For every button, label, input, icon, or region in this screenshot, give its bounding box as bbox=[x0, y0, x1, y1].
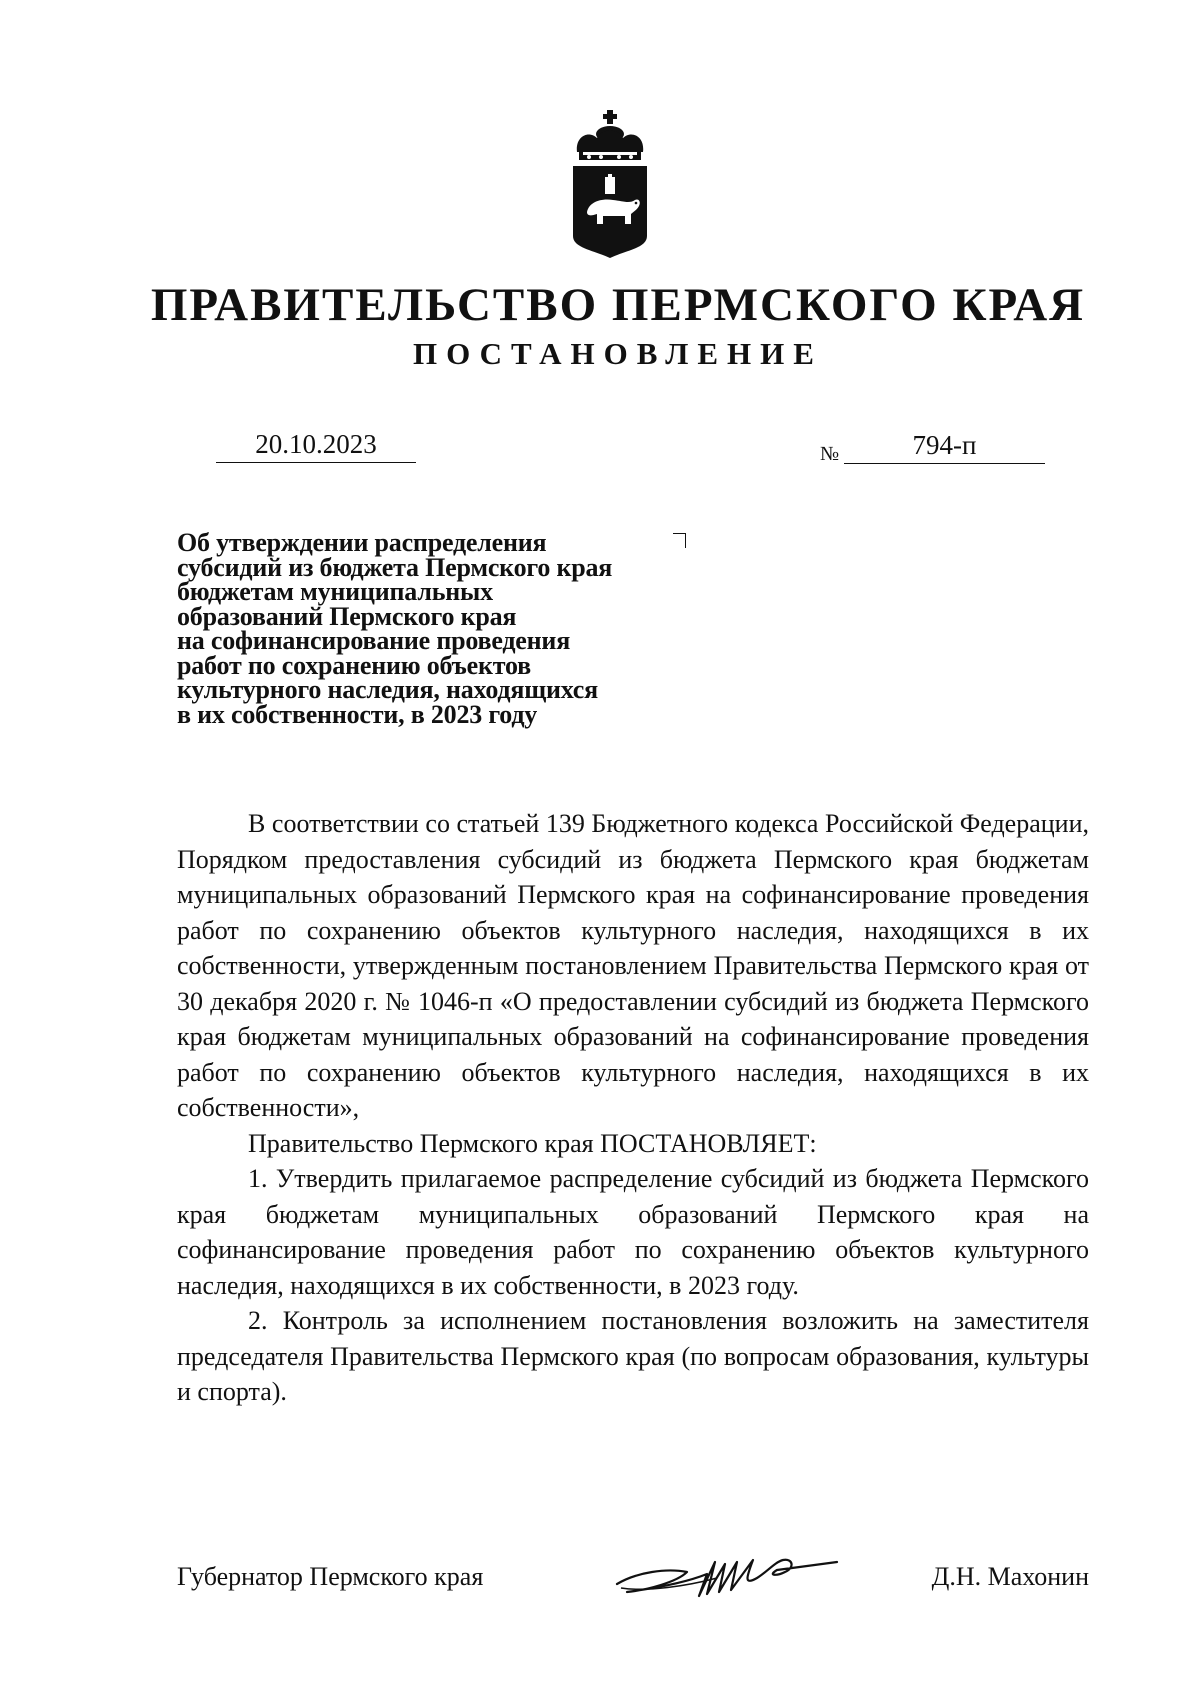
number-sign: № bbox=[820, 443, 840, 465]
subject-line: на софинансирование проведения bbox=[177, 626, 571, 655]
signer-title: Губернатор Пермского края bbox=[177, 1562, 484, 1591]
document-subject bbox=[177, 528, 697, 729]
perm-krai-coat-of-arms-icon bbox=[567, 108, 653, 260]
organization-title: ПРАВИТЕЛЬСТВО ПЕРМСКОГО КРАЯ bbox=[150, 279, 1086, 331]
document-date: 20.10.2023 bbox=[216, 426, 416, 463]
resolves-paragraph: Правительство Пермского края ПОСТАНОВЛЯЕТ: bbox=[248, 1128, 817, 1158]
subject-line: работ по сохранению объектов bbox=[177, 650, 531, 680]
subject-line: культурного наследия, находящихся bbox=[177, 675, 598, 704]
document-number: 794-п bbox=[844, 427, 1045, 464]
item-1-paragraph: 1. Утвердить прилагаемое распределение субсидий из бюджета Пермского края бюджетам муниципальных образований Пермского края на софинансирование проведения работ по сохранению объектов культурного наследия, находящихся в их собственности, в 2023 году. bbox=[177, 1164, 1089, 1300]
document-type: ПОСТАНОВЛЕНИЕ bbox=[413, 336, 823, 371]
handwritten-signature-icon bbox=[607, 1532, 847, 1612]
subject-line: бюджетам муниципальных bbox=[177, 577, 493, 606]
signer-name: Д.Н. Махонин bbox=[931, 1562, 1089, 1591]
subject-line: в их собственности, в 2023 году bbox=[177, 699, 538, 729]
signature-block bbox=[177, 1552, 1089, 1612]
item-2-paragraph: 2. Контроль за исполнением постановления возложить на заместителя председателя Правительства Пермского края (по вопросам образования, культуры и спорта). bbox=[177, 1306, 1089, 1406]
document-body bbox=[177, 806, 1089, 1410]
subject-line: образований Пермского края bbox=[177, 601, 517, 631]
subject-line: Об утверждении распределения bbox=[177, 528, 547, 557]
preamble-paragraph: В соответствии со статьей 139 Бюджетного кодекса Российской Федерации, Порядком предоставления субсидий из бюджета Пермского края бюджетам муниципальных образований Пермского края на софинансирование проведения работ по сохранению объектов культурного наследия, находящихся в их собственности, утвержденным постановлением Правительства Пермского края от 30 декабря 2020 г. № 1046-п «О предоставлении субсидий из бюджета Пермского края бюджетам муниципальных образований на софинансирование проведения работ по сохранению объектов культурного наследия, находящихся в их собственности», bbox=[177, 809, 1089, 1122]
subject-line: субсидий из бюджета Пермского края bbox=[177, 552, 613, 582]
document-number-block bbox=[820, 424, 1045, 464]
